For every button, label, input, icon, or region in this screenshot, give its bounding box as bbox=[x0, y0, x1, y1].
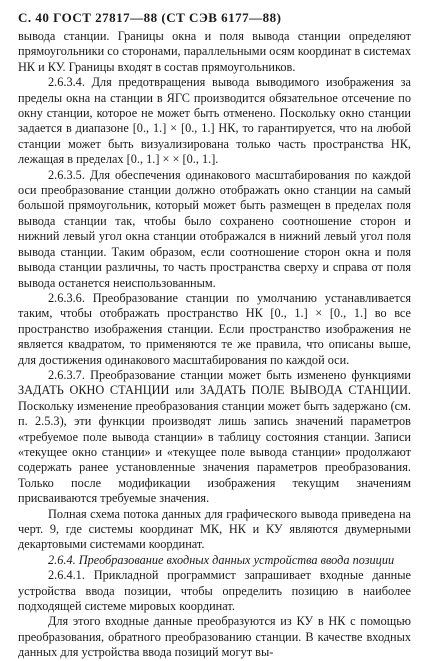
section-heading: 2.6.4. Преобразование входных данных устройства ввода позиции bbox=[48, 552, 395, 567]
paragraph: 2.6.4.1. Прикладной программист запрашивает входные данные устройства ввода позиции, чтобы определить позицию в наиболее подходящей системе мировых координат. bbox=[18, 568, 411, 614]
paragraph: вывода станции. Границы окна и поля вывода станции определяют прямоугольники со сторонами, параллельными осям координат в системах НК и КУ. Границы входят в состав прямоугольников. bbox=[18, 29, 411, 74]
paragraph: 2.6.3.6. Преобразование станции по умолчанию устанавливается таким, чтобы отображать пространство НК [0., 1.] × [0., 1.] во все пространство изображения станции. Если пространство изображения не является квадратом, то применяются те же правила, что описаны выше, для достижения одинакового масштабирования по каждой оси. bbox=[18, 290, 411, 367]
paragraph: 2.6.3.4. Для предотвращения вывода выводимого изображения за пределы окна на станции в ЯГС производится обязательное отсечение по окну станции, которое не может быть отменено. Поскольку окно станции задается в диапазоне [0., 1.] × [0., 1.] НК, то гарантируется, что на любой станции может быть визуализирована только часть пространства НК, лежащая в пределах [0., 1.] × × [0., 1.]. bbox=[18, 75, 411, 167]
paragraph: Для этого входные данные преобразуются из КУ в НК с помощью преобразования, обратного преобразованию станции. В качестве входных данных для устройства ввода позиций могут вы- bbox=[18, 614, 411, 660]
body-text bbox=[18, 29, 411, 661]
paragraph: 2.6.3.7. Преобразование станции может быть изменено функциями ЗАДАТЬ ОКНО СТАНЦИИ или ЗАДАТЬ ПОЛЕ ВЫВОДА СТАНЦИИ. Поскольку изменение преобразования станции может быть задержано (см. п. 2.5.3), эти функции производят лишь запись значений параметров «требуемое поле вывода станции» в таблицу состояния станции. Записи «текущее окно станции» и «текущее поле вывода станции» продолжают содержать ранее установленные значения параметров преобразования. Только после модификации изображения текущим значениям присваиваются требуемые значения. bbox=[18, 367, 411, 506]
paragraph: 2.6.3.5. Для обеспечения одинакового масштабирования по каждой оси преобразование станции должно отображать окно станции на самый большой прямоугольник, который может быть размещен в пределах поля вывода станции так, чтобы было сохранено соотношение сторон и нижний левый угол окна станции отображался в нижний левый угол поля вывода станции. Таким образом, если соотношение сторон окна и поля вывода станции различны, то часть пространства сверху и справа от поля вывода останется неиспользованным. bbox=[18, 167, 411, 290]
page-header: С. 40 ГОСТ 27817—88 (СТ СЭВ 6177—88) bbox=[18, 10, 282, 25]
paragraph: Полная схема потока данных для графического вывода приведена на черт. 9, где системы координат МК, НК и КУ являются двумерными декартовыми системами координат. bbox=[18, 506, 411, 552]
